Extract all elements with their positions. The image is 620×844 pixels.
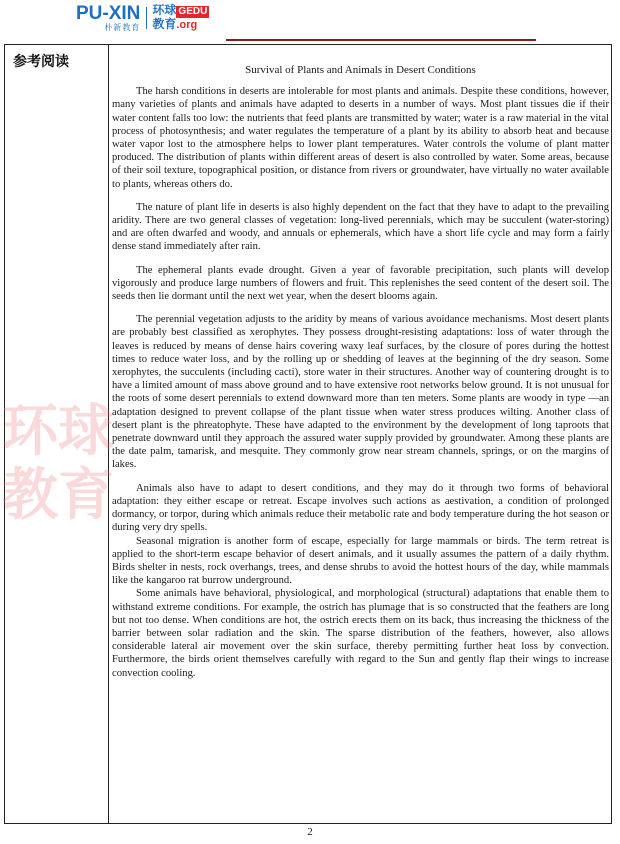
article-paragraph: Seasonal migration is another form of escape, especially for large mammals or birds. The term retreat is applied to the short-term escape behavior of desert animals, and it usually assumes the pattern of a daily rhythm. Birds shelter in nests, rock overhangs, trees, and dense shrubs to avoid the hottest hours of the day, while mammals like the kangaroo rat burrow underground. [112, 535, 609, 587]
page-header [0, 0, 620, 44]
article [112, 64, 609, 680]
page-number: 2 [307, 826, 313, 838]
watermark-line-1: 环球 [2, 399, 114, 464]
logo-sub-text: 朴新教育 [104, 23, 141, 32]
logo-gedu-badge: GEDU [178, 6, 208, 17]
column-divider [108, 45, 109, 823]
logo-org-text: .org [176, 19, 198, 31]
watermark-line-2: 教育 [2, 463, 114, 528]
puxin-logo [76, 4, 209, 32]
gedu-logo [152, 4, 209, 32]
article-paragraph: The ephemeral plants evade drought. Given a year of favorable precipitation, such plants will develop vigorously and produce large numbers of flowers and fruit. This replenishes the seed content of the desert soil. The seeds then lie dormant until the next wet year, when the desert blooms again. [112, 264, 609, 303]
header-rule [226, 39, 536, 41]
article-paragraph: Animals also have to adapt to desert conditions, and they may do it through two forms of behavioral adaptation: they either escape or retreat. Escape involves such actions as aestivation, a condition of prolonged dormancy, or torpor, during which animals reduce their metabolic rate and body temperature during the hot season or during very dry spells. [112, 482, 609, 534]
logo-main-text: PU-XIN [76, 3, 141, 24]
section-label: 参考阅读 [13, 54, 69, 70]
puxin-wordmark [76, 4, 140, 32]
article-paragraph: The perennial vegetation adjusts to the aridity by means of various avoidance mechanisms. Most desert plants are probably best classified as xerophytes. They possess drought-resisting adaptations: loss of water through the leaves is reduced by means of dense hairs covering waxy leaf surfaces, by the closure of pores during the hottest times to reduce water loss, and by the rolling up or shedding of leaves at the beginning of the dry season. Some xerophytes, the succulents (including cacti), store water in their structures. Another way of countering drought is to have a limited amount of mass above ground and to have extensive root networks below ground. It is not unusual for the roots of some desert perennials to extend downward more than ten meters. Some plants are woody in type —an adaptation designed to prevent collapse of the plant tissue when water stress produces wilting. Another class of desert plant is the phreatophyte. These have adapted to the environment by the development of long taproots that penetrate downward until they approach the assured water supply provided by groundwater. Among these plants are the date palm, tamarisk, and mesquite. They commonly grow near stream channels, springs, or on the margins of lakes. [112, 314, 609, 471]
logo-hq-text: 环球 [152, 3, 177, 17]
logo-hq2-text: 教育 [152, 17, 177, 31]
article-paragraph: The harsh conditions in deserts are intolerable for most plants and animals. Despite these conditions, however, many varieties of plants and animals have adapted to deserts in a number of ways. Most plant tissues die if their water content falls too low: the nutrients that feed plants are transmitted by water; water is a raw material in the vital process of photosynthesis; and water regulates the temperature of a plant by its ability to absorb heat and because water vapor lost to the atmosphere helps to lower plant temperatures. Water controls the volume of plant matter produced. The distribution of plants within different areas of desert is also controlled by water. Some areas, because of their soil texture, topographical position, or distance from rivers or groundwater, have virtually no water available to plants, whereas others do. [112, 86, 609, 190]
article-paragraph: The nature of plant life in deserts is also highly dependent on the fact that they have to adapt to the prevailing aridity. There are two general classes of vegetation: long-lived perennials, which may be succulent (water-storing) and are often dwarfed and woody, and annuals or ephemerals, which have a short life cycle and may form a fairly dense stand immediately after rain. [112, 201, 609, 253]
article-paragraph: Some animals have behavioral, physiological, and morphological (structural) adaptations that enable them to withstand extreme conditions. For example, the ostrich has plumage that is so constructed that the feathers are long but not too dense. When conditions are hot, the ostrich erects them on its back, thus increasing the thickness of the barrier between solar radiation and the skin. The sparse distribution of the feathers, however, also allows considerable lateral air movement over the skin surface, thereby permitting further heat loss by convection. Furthermore, the birds orient themselves carefully with regard to the Sun and gently flap their wings to increase convection cooling. [112, 588, 609, 679]
logo-divider [146, 7, 147, 29]
article-title: Survival of Plants and Animals in Desert Conditions [245, 64, 476, 76]
